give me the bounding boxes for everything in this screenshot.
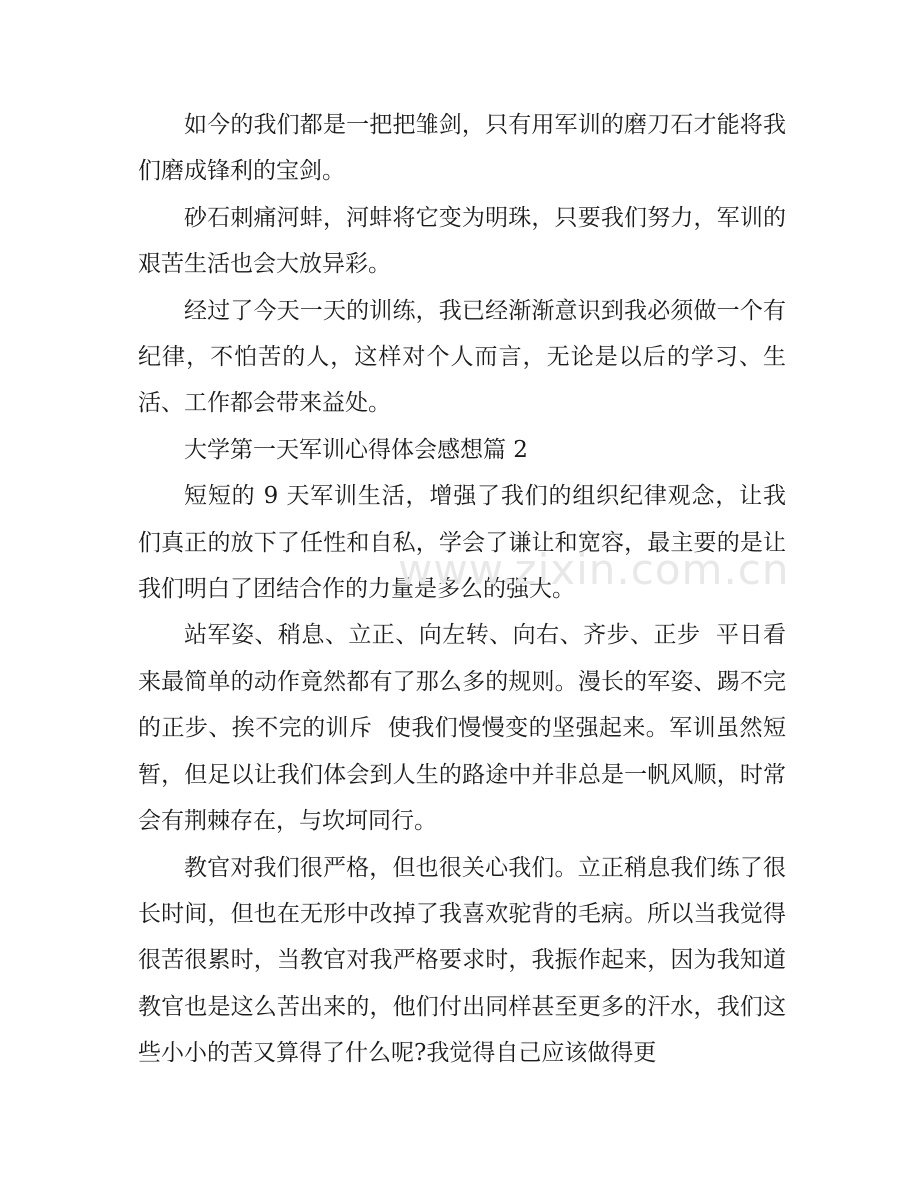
watermark: www.zixin.com.cn	[398, 545, 790, 594]
paragraph-5: 站军姿、稍息、立正、向左转、向右、齐步、正步 平日看来最简单的动作竟然都有了那么多的规则。漫长的军姿、踢不完的正步、挨不完的训斥 使我们慢慢变的坚强起来。军训虽然短暂，但足以让我们体会到人生的路途中并非总是一帆风顺，时常会有荆棘存在，与坎坷同行。	[138, 622, 786, 835]
paragraph-4: 短短的 9 天军训生活，增强了我们的组织纪律观念，让我们真正的放下了任性和自私，学会了谦让和宽容，最主要的是让我们明白了团结合作的力量是多么的强大。	[138, 483, 786, 603]
document-body	[138, 102, 786, 1077]
paragraph-2: 砂石刺痛河蚌，河蚌将它变为明珠，只要我们努力，军训的艰苦生活也会大放异彩。	[138, 204, 786, 278]
paragraph-1: 如今的我们都是一把把雏剑，只有用军训的磨刀石才能将我们磨成锋利的宝剑。	[138, 112, 786, 185]
paragraph-6: 教官对我们很严格，但也很关心我们。立正稍息我们练了很长时间，但也在无形中改掉了我喜欢驼背的毛病。所以当我觉得很苦很累时，当教官对我严格要求时，我振作起来，因为我知道教官也是这么苦出来的，他们付出同样甚至更多的汗水，我们这些小小的苦又算得了什么呢?我觉得自己应该做得更	[138, 854, 786, 1067]
section-heading: 大学第一天军训心得体会感想篇 2	[184, 436, 528, 463]
paragraph-3: 经过了今天一天的训练，我已经渐渐意识到我必须做一个有纪律，不怕苦的人，这样对个人而言，无论是以后的学习、生活、工作都会带来益处。	[138, 297, 786, 417]
